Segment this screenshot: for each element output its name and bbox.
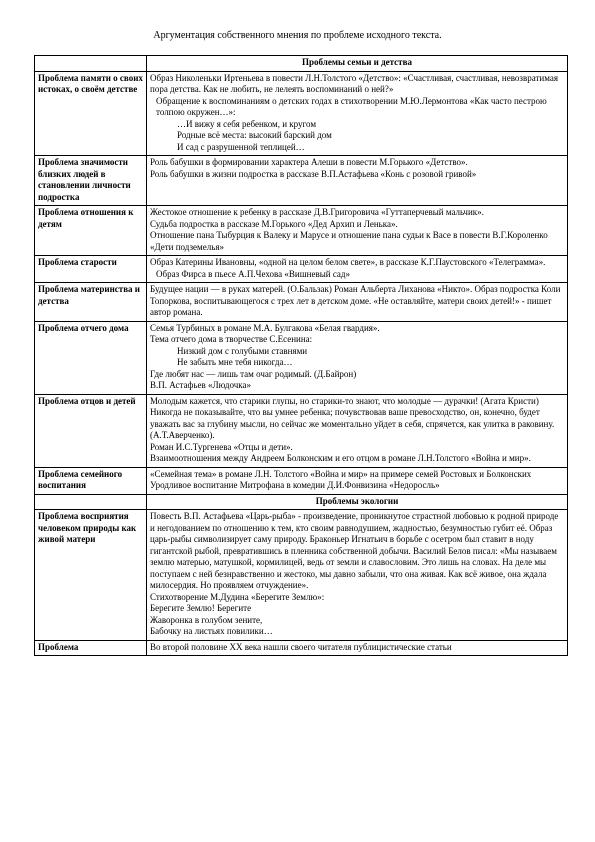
problem-cell: Проблема значимости близких людей в становлении личности подростка xyxy=(35,156,147,206)
argument-line: Не забыть мне тебя никогда… xyxy=(177,357,293,367)
argument-line: Роман И.С.Тургенева «Отцы и дети». xyxy=(150,441,293,452)
problem-cell: Проблема материнства и детства xyxy=(35,283,147,322)
argument-line: Где любят нас — лишь там очаг родимый. (Д.Байрон) xyxy=(150,368,357,379)
argument-line: Отношение пана Тыбурция к Валеку и Марусе и отношение пана судьи к Васе в повести В.Г.Короленко «Дети подземелья» xyxy=(150,230,548,252)
argument-line: Жестокое отношение к ребенку в рассказе Д.В.Григоровича «Гуттаперчевый мальчик». xyxy=(150,207,484,217)
argument-line: Обращение к воспоминаниям о детских годах в стихотворении М.Ю.Лермонтова «Как часто пестрою толпою окружен…»: xyxy=(156,95,547,117)
argument-line: Жаворонка в голубом зените, xyxy=(150,614,263,625)
table-row xyxy=(35,321,568,394)
table-row xyxy=(35,467,568,494)
problem-cell: Проблема отчего дома xyxy=(35,321,147,394)
argument-cell xyxy=(147,510,568,641)
argument-line: Низкий дом с голубыми ставнями xyxy=(177,345,308,356)
argument-line: Бабочку на листьях повилики… xyxy=(150,626,273,636)
problem-cell: Проблема восприятия человеком природы как живой матери xyxy=(35,510,147,641)
section-heading: Проблемы экологии xyxy=(147,494,568,510)
problem-cell: Проблема старости xyxy=(35,256,147,283)
problem-cell: Проблема отцов и детей xyxy=(35,394,147,467)
section-empty-cell xyxy=(35,56,147,72)
argument-line: Повесть В.П. Астафьева «Царь-рыба» - произведение, проникнутое страстной любовью к родной природе и негодованием по отношению к тем, кто своим равнодушием, жадностью, безумностью губит её. Образ царь-рыбы символизирует саму природу. Браконьер Игнатьич в борьбе с осетром был ставит в ноду гигантской рыбой, превратившись в пленника собственной добычи. Василий Белов писал: «Мы называем землю матерью, матушкой, кормилицей, ведь от земли и славословим. Это лишь на словах. На деле мы поступаем с ней безнравственно и жестоко, мы давно забыли, что она живая. Как всё живое, она ждала милосердия. Но проявляем отчуждение». xyxy=(150,511,559,590)
table-row xyxy=(35,156,568,206)
argument-line: Будущее нации — в руках матерей. (О.Бальзак) Роман Альберта Лиханова «Никто». Образ подростка Коли Топоркова, воспитывающегося с трех лет в детском доме. «Не оставляйте, матери своих детей!» - пишет автор романа. xyxy=(150,284,561,317)
argument-cell xyxy=(147,467,568,494)
argument-line: Стихотворение М.Дудина «Берегите Землю»: xyxy=(150,591,325,602)
problem-cell: Проблема отношения к детям xyxy=(35,206,147,256)
argument-line: Уродливое воспитание Митрофана в комедии Д.И.Фонвизина «Недоросль» xyxy=(150,480,440,490)
table-row xyxy=(35,283,568,322)
table-row xyxy=(35,640,568,656)
argument-line: Родные всё места: высокий барский дом xyxy=(177,130,332,140)
argument-line: Берегите Землю! Берегите xyxy=(150,603,252,613)
argument-line: Взаимоотношения между Андреем Болконским и его отцом в романе Л.Н.Толстого «Война и мир». xyxy=(150,453,531,463)
table-row xyxy=(35,206,568,256)
table-row xyxy=(35,256,568,283)
argument-line: «Семейная тема» в романе Л.Н. Толстого «Война и мир» на примере семей Ростовых и Болконских xyxy=(150,468,532,479)
argument-cell xyxy=(147,640,568,656)
argument-line: В.П. Астафьев «Людочка» xyxy=(150,380,251,390)
argument-line: Судьба подростка в рассказе М.Горького «Дед Архип и Ленька». xyxy=(150,218,398,229)
document-title: Аргументация собственного мнения по проблеме исходного текста. xyxy=(153,30,442,41)
argument-line: Молодым кажется, что старики глупы, но старики-то знают, что молодые — дурачки! (Агата Кристи) xyxy=(150,395,539,406)
argument-cell xyxy=(147,321,568,394)
argument-cell xyxy=(147,71,568,156)
argument-cell xyxy=(147,156,568,206)
argument-line: Никогда не показывайте, что вы умнее ребенка; почувствовав ваше превосходство, он, конечно, будет уважать вас за глубину мысли, но сейчас же моментально уйдет в себя, спрячется, как улитка в раковину. (А.Т.Аверченко). xyxy=(150,407,555,440)
problem-cell: Проблема памяти о своих истоках, о своём детстве xyxy=(35,71,147,156)
argument-line: Образ Николеньки Иртеньева в повести Л.Н.Толстого «Детство»: «Счастливая, счастливая, невозвратимая пора детства. Как не любить, не лелеять воспоминаний о ней?» xyxy=(150,72,559,94)
argument-line: Роль бабушки в формировании характера Алеши в повести М.Горького «Детство». xyxy=(150,157,468,167)
section-empty-cell xyxy=(35,494,147,510)
argument-line: Образ Фирса в пьесе А.П.Чехова «Вишневый сад» xyxy=(156,268,351,279)
section-heading: Проблемы семьи и детства xyxy=(147,56,568,72)
argument-cell xyxy=(147,394,568,467)
problem-cell: Проблема xyxy=(35,640,147,656)
argument-line: И сад с разрушенной теплицей… xyxy=(177,141,305,152)
argument-line: Роль бабушки в жизни подростка в рассказе В.П.Астафьева «Конь с розовой гривой» xyxy=(150,168,477,179)
table-row xyxy=(35,394,568,467)
argument-cell xyxy=(147,206,568,256)
argument-line: …И вижу я себя ребенком, и кругом xyxy=(177,118,317,129)
argument-cell xyxy=(147,256,568,283)
argument-line: Во второй половине XX века нашли своего читателя публицистические статьи xyxy=(150,641,452,652)
problem-cell: Проблема семейного воспитания xyxy=(35,467,147,494)
argument-cell xyxy=(147,283,568,322)
table-row xyxy=(35,510,568,641)
argument-line: Образ Катерины Ивановны, «одной на целом белом свете», в рассказе К.Г.Паустовского «Телеграмма». xyxy=(150,257,546,267)
arguments-table xyxy=(34,55,568,656)
table-row xyxy=(35,71,568,156)
argument-line: Семья Турбиных в романе М.А. Булгакова «Белая гвардия». xyxy=(150,322,380,333)
section-header-row xyxy=(35,494,568,510)
argument-line: Тема отчего дома в творчестве С.Есенина: xyxy=(150,334,313,344)
section-header-row xyxy=(35,56,568,72)
